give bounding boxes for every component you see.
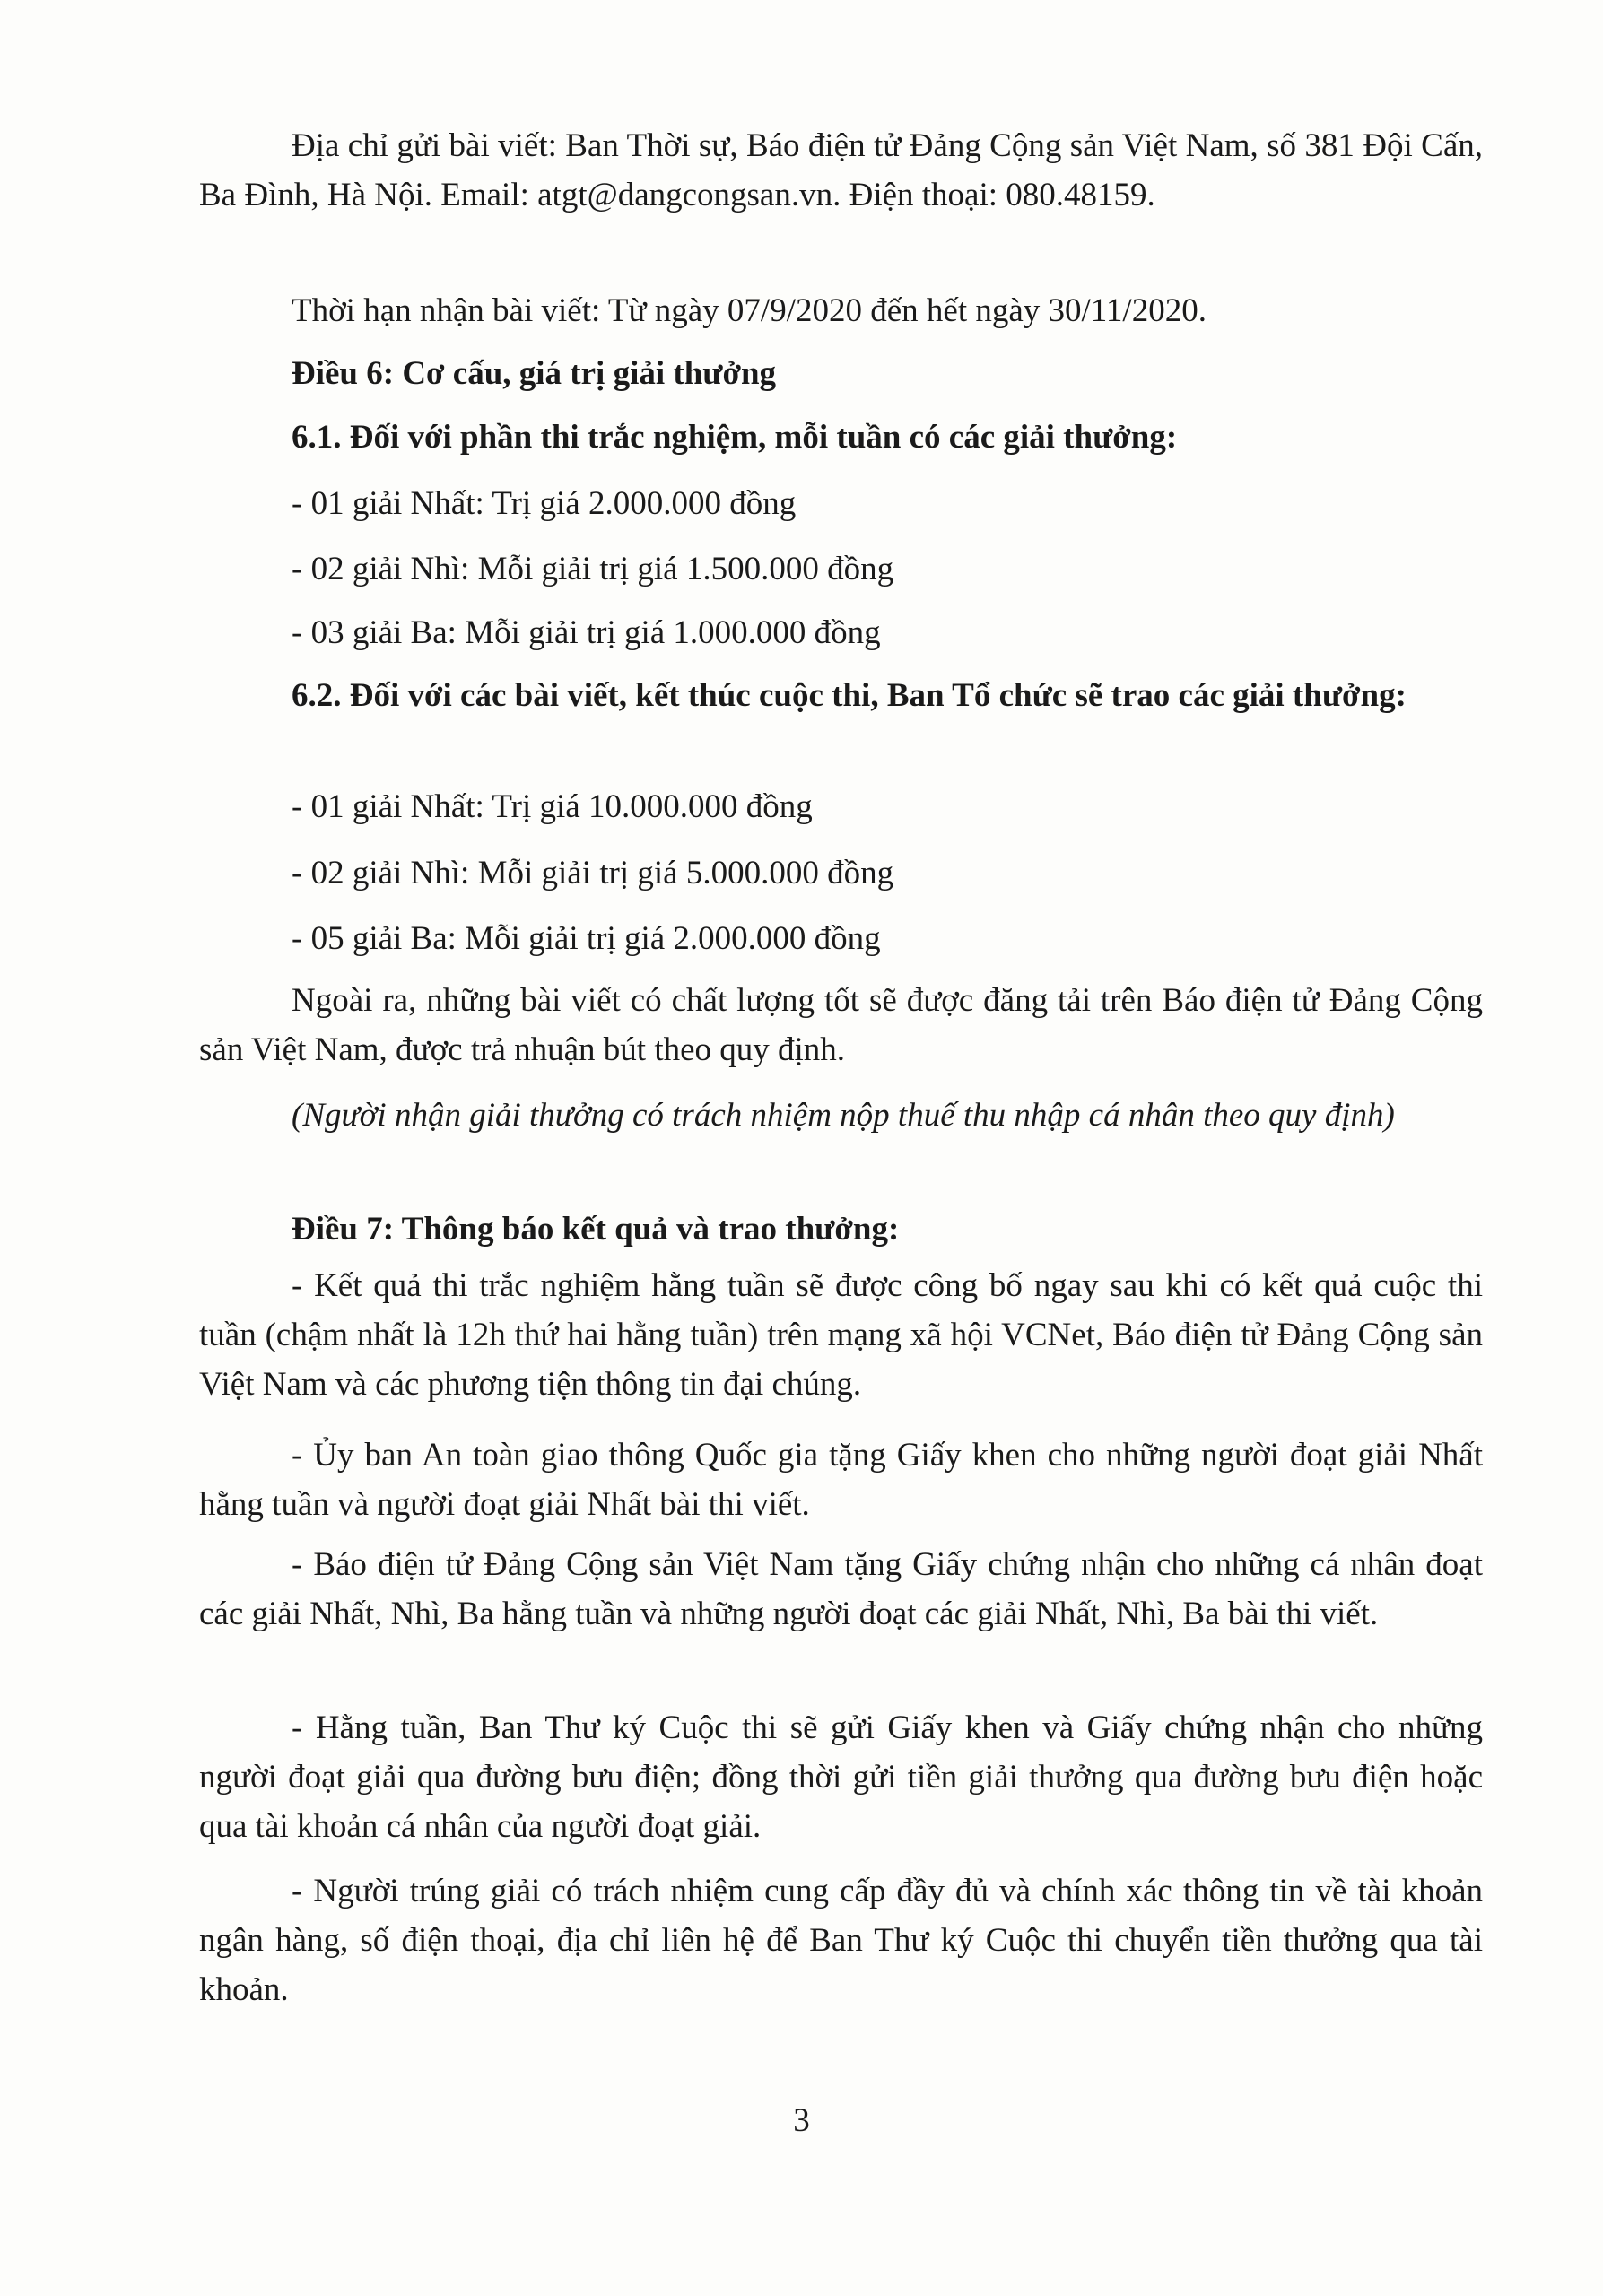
submission-address: Địa chỉ gửi bài viết: Ban Thời sự, Báo điện tử Đảng Cộng sản Việt Nam, số 381 Đội Cấn, Ba Đình, Hà Nội. Email: atgt@dangcongsan.vn. Điện thoại: 080.48159. [199, 127, 1483, 213]
list-item: - 02 giải Nhì: Mỗi giải trị giá 1.500.000 đồng [292, 551, 894, 587]
body-paragraph: - Báo điện tử Đảng Cộng sản Việt Nam tặng Giấy chứng nhận cho những cá nhân đoạt các giải Nhất, Nhì, Ba hằng tuần và những người đoạt các giải Nhất, Nhì, Ba bài thi viết. [199, 1546, 1483, 1632]
section-6-2-heading: 6.2. Đối với các bài viết, kết thúc cuộc thi, Ban Tổ chức sẽ trao các giải thưởng: [292, 677, 1407, 714]
body-paragraph: - Ủy ban An toàn giao thông Quốc gia tặng Giấy khen cho những người đoạt giải Nhất hằng tuần và người đoạt giải Nhất bài thi viết. [199, 1437, 1483, 1523]
list-item: - 01 giải Nhất: Trị giá 2.000.000 đồng [292, 485, 797, 522]
list-item: - 02 giải Nhì: Mỗi giải trị giá 5.000.000 đồng [292, 855, 894, 891]
article-7-heading: Điều 7: Thông báo kết quả và trao thưởng: [292, 1211, 900, 1248]
body-paragraph: - Hằng tuần, Ban Thư ký Cuộc thi sẽ gửi Giấy khen và Giấy chứng nhận cho những người đoạt giải qua đường bưu điện; đồng thời gửi tiền giải thưởng qua đường bưu điện hoặc qua tài khoản cá nhân của người đoạt giải. [199, 1709, 1483, 1845]
body-paragraph: - Kết quả thi trắc nghiệm hằng tuần sẽ được công bố ngay sau khi có kết quả cuộc thi tuần (chậm nhất là 12h thứ hai hằng tuần) trên mạng xã hội VCNet, Báo điện tử Đảng Cộng sản Việt Nam và các phương tiện thông tin đại chúng. [199, 1267, 1483, 1403]
body-paragraph: - Người trúng giải có trách nhiệm cung cấp đầy đủ và chính xác thông tin về tài khoản ngân hàng, số điện thoại, địa chỉ liên hệ để Ban Thư ký Cuộc thi chuyển tiền thưởng qua tài khoản. [199, 1873, 1483, 2008]
section-6-1-heading: 6.1. Đối với phần thi trắc nghiệm, mỗi tuần có các giải thưởng: [292, 419, 1178, 456]
tax-note: (Người nhận giải thưởng có trách nhiệm nộp thuế thu nhập cá nhân theo quy định) [292, 1097, 1395, 1134]
body-paragraph: Ngoài ra, những bài viết có chất lượng tốt sẽ được đăng tải trên Báo điện tử Đảng Cộng sản Việt Nam, được trả nhuận bút theo quy định. [199, 982, 1483, 1068]
article-6-heading: Điều 6: Cơ cấu, giá trị giải thưởng [292, 355, 777, 392]
list-item: - 03 giải Ba: Mỗi giải trị giá 1.000.000 đồng [292, 614, 881, 651]
list-item: - 05 giải Ba: Mỗi giải trị giá 2.000.000 đồng [292, 920, 881, 957]
page-number: 3 [793, 2102, 810, 2139]
list-item: - 01 giải Nhất: Trị giá 10.000.000 đồng [292, 788, 813, 825]
submission-deadline: Thời hạn nhận bài viết: Từ ngày 07/9/2020 đến hết ngày 30/11/2020. [292, 292, 1207, 329]
